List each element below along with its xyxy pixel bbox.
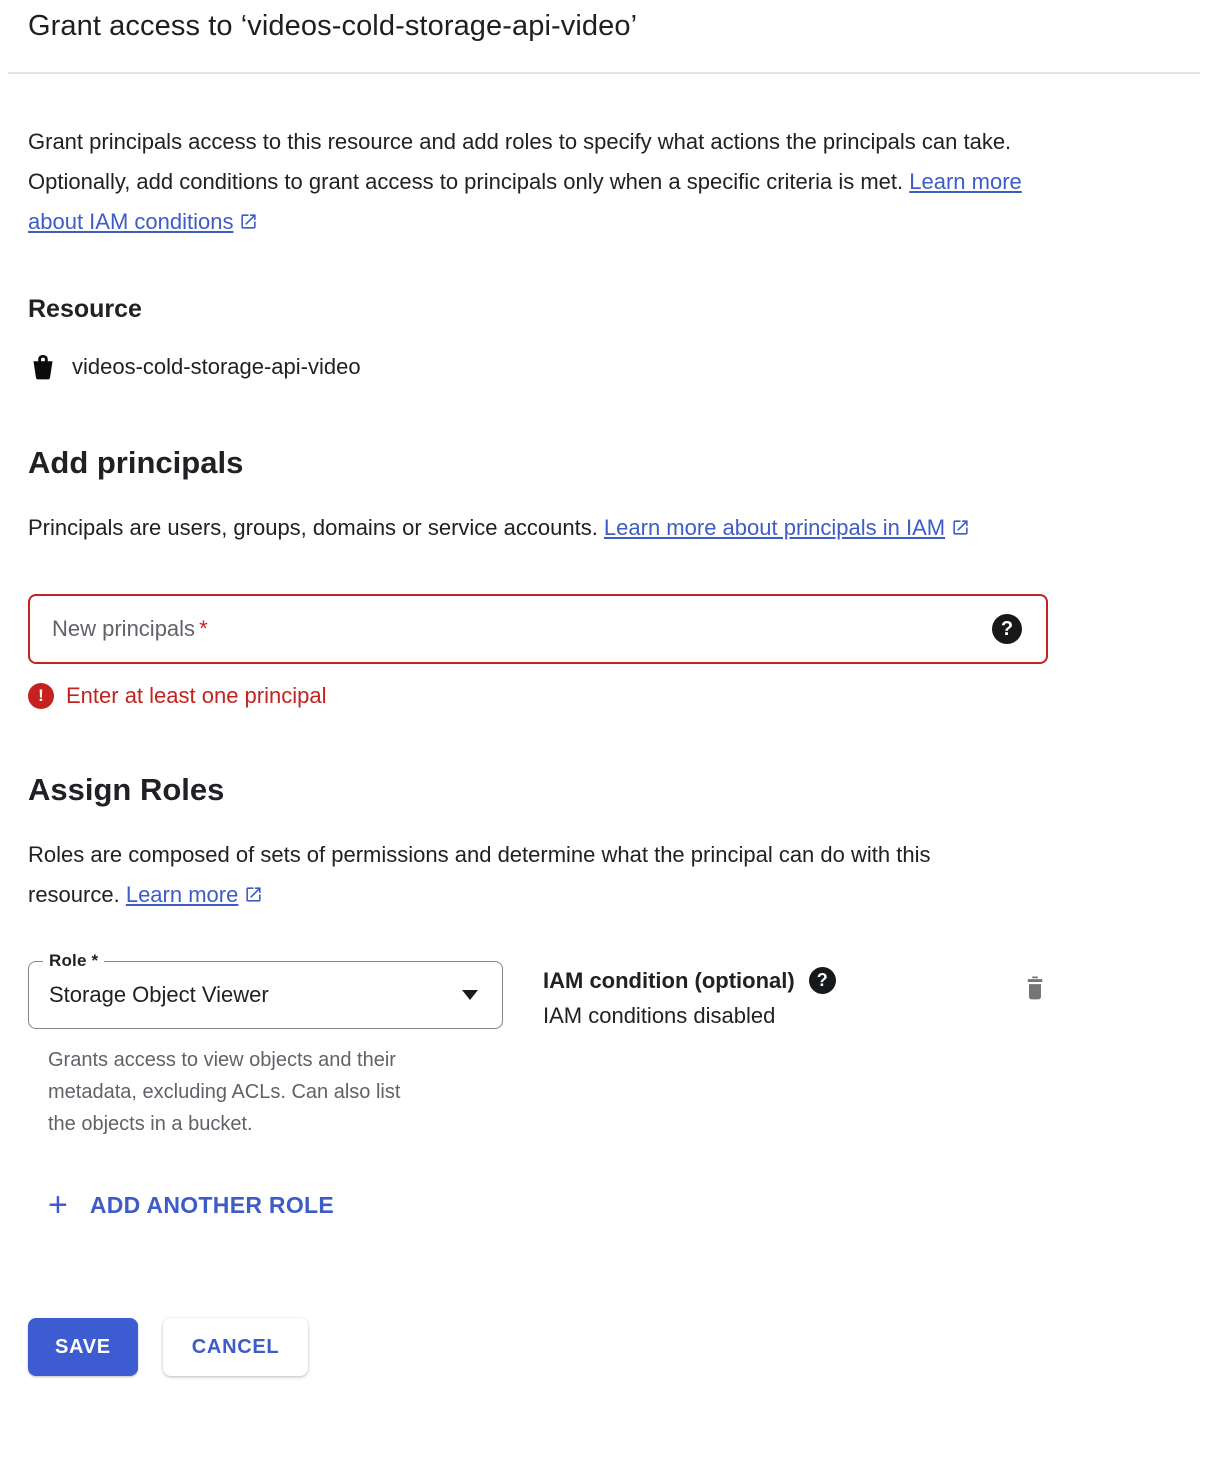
divider: [8, 72, 1200, 74]
plus-icon: +: [48, 1186, 68, 1224]
role-select[interactable]: [28, 951, 503, 1029]
iam-condition-status: IAM conditions disabled: [543, 1003, 776, 1028]
add-principals-description: [28, 508, 1060, 548]
add-another-role-button[interactable]: [48, 1186, 334, 1224]
resource-row: [28, 350, 1180, 384]
bucket-icon: [28, 352, 58, 382]
assign-roles-heading: Assign Roles: [28, 772, 225, 807]
new-principals-input[interactable]: [28, 594, 1048, 664]
assign-roles-description: [28, 835, 1028, 915]
dialog-actions: [28, 1318, 1180, 1376]
error-message: Enter at least one principal: [66, 683, 327, 708]
role-column: [28, 951, 503, 1140]
grant-access-dialog: [0, 8, 1208, 1376]
add-another-role-label: ADD ANOTHER ROLE: [89, 1191, 335, 1218]
delete-role-button[interactable]: [1020, 961, 1056, 1003]
cancel-button[interactable]: CANCEL: [163, 1318, 309, 1376]
add-principals-heading: Add principals: [28, 445, 244, 480]
help-icon[interactable]: ?: [809, 967, 836, 994]
trash-icon: [1020, 973, 1050, 1003]
add-principals-text: Principals are users, groups, domains or service accounts.: [28, 515, 604, 540]
role-select-value: Storage Object Viewer: [49, 982, 269, 1007]
principals-in-iam-link[interactable]: [604, 515, 970, 540]
resource-heading: Resource: [28, 295, 142, 323]
intro-paragraph: [28, 122, 1060, 242]
iam-conditions-link-label: Learn more about IAM conditions: [28, 169, 1022, 234]
role-select-label: Role *: [43, 951, 104, 971]
open-in-new-icon: [951, 518, 970, 537]
new-principals-placeholder: [52, 616, 208, 642]
assign-roles-text: Roles are composed of sets of permissions and determine what the principal can do with this resource.: [28, 842, 931, 907]
help-icon[interactable]: ?: [992, 614, 1022, 644]
roles-learn-more-label: Learn more: [125, 882, 239, 907]
principals-in-iam-link-label: Learn more about principals in IAM: [603, 515, 946, 540]
open-in-new-icon: [239, 212, 258, 231]
error-icon: !: [28, 683, 54, 709]
save-button[interactable]: SAVE: [28, 1318, 138, 1376]
resource-name: videos-cold-storage-api-video: [72, 354, 361, 379]
role-description: Grants access to view objects and their metadata, excluding ACLs. Can also list the objects in a bucket.: [48, 1049, 401, 1135]
required-asterisk: *: [199, 616, 208, 641]
iam-condition-title-row: [543, 967, 1020, 994]
open-in-new-icon: [244, 885, 263, 904]
iam-condition-label: IAM condition (optional): [543, 967, 795, 993]
role-assignment-row: [28, 951, 1056, 1140]
roles-learn-more-link[interactable]: [126, 882, 264, 907]
new-principals-label: New principals: [52, 616, 196, 641]
dropdown-arrow-icon: [462, 990, 478, 1000]
intro-text: Grant principals access to this resource and add roles to specify what actions the principals can take. Optionally, add conditions to grant access to principals only when a specific criteria is met.: [28, 129, 1012, 194]
iam-condition-column: [543, 961, 1020, 1140]
page-title: Grant access to ‘videos-cold-storage-api-video’: [28, 10, 638, 42]
principals-error: [28, 681, 1180, 711]
